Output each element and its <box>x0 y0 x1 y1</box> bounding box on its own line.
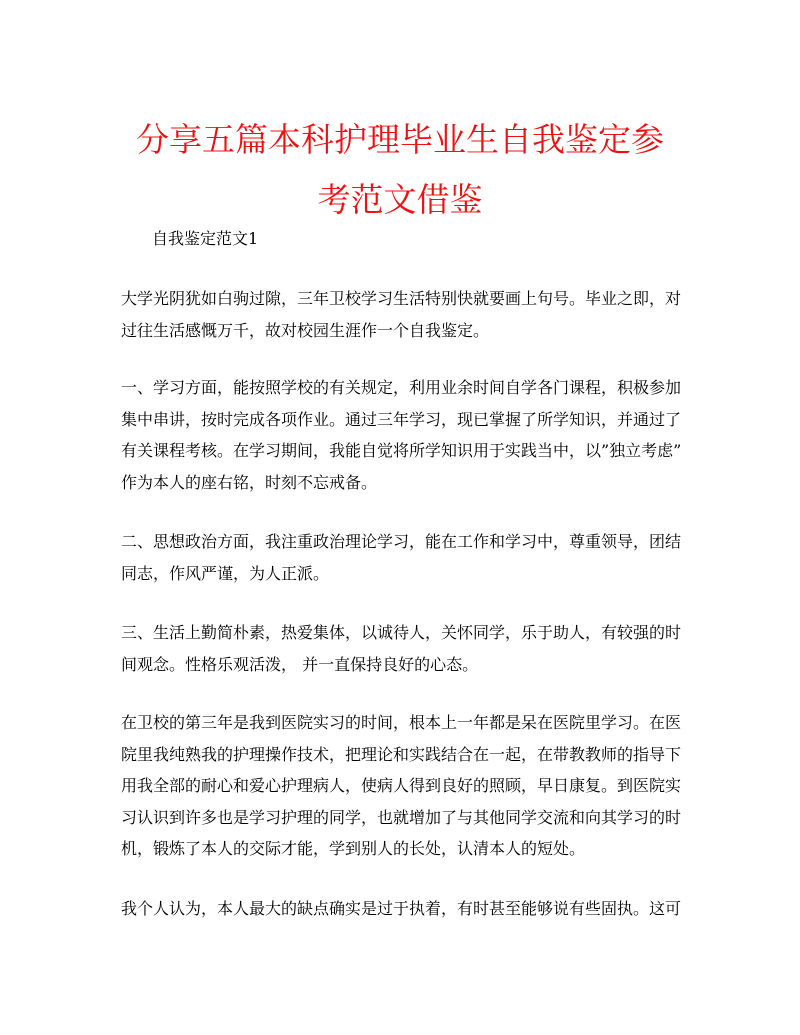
paragraph-line: 二、思想政治方面，我注重政治理论学习，能在工作和学习中，尊重领导，团结 <box>121 532 682 551</box>
paragraph-line: 机，锻炼了本人的交际才能，学到别人的长处，认清本人的短处。 <box>121 839 586 858</box>
paragraph-line: 大学光阴犹如白驹过隙，三年卫校学习生活特别快就要画上句号。毕业之即，对 <box>121 289 682 308</box>
paragraph-line: 过往生活感慨万千，故对校园生涯作一个自我鉴定。 <box>121 320 490 340</box>
paragraph-line: 间观念。性格乐观活泼， 并一直保持良好的心态。 <box>121 654 479 674</box>
paragraph-line: 同志，作风严谨，为人正派。 <box>121 563 330 583</box>
paragraph-intro <box>121 283 681 346</box>
paragraph-line: 我个人认为，本人最大的缺点确实是过于执着，有时甚至能够说有些固执。这可 <box>121 899 682 918</box>
paragraph-line: 院里我纯熟我的护理操作技术，把理论和实践结合在一起，在带教教师的指导下 <box>121 744 682 764</box>
paragraph-shortcoming <box>121 893 681 925</box>
paragraph-study <box>121 372 681 498</box>
paragraph-line: 有关课程考核。在学习期间，我能自觉将所学知识用于实践当中，以”独立考虑” <box>121 441 682 460</box>
document-title: 分享五篇本科护理毕业生自我鉴定参考范文借鉴 <box>136 120 664 219</box>
paragraph-politics <box>121 526 681 589</box>
paragraph-line: 三、生活上勤简朴素，热爱集体，以诚待人，关怀同学，乐于助人，有较强的时 <box>121 623 682 642</box>
section-subheading: 自我鉴定范文1 <box>152 229 259 248</box>
paragraph-life <box>121 617 681 680</box>
paragraph-internship <box>121 707 681 865</box>
paragraph-line: 作为本人的座右铭，时刻不忘戒备。 <box>121 472 378 492</box>
paragraph-line: 在卫校的第三年是我到医院实习的时间，根本上一年都是呆在医院里学习。在医 <box>121 713 682 732</box>
paragraph-line: 集中串讲，按时完成各项作业。通过三年学习，现已掌握了所学知识，并通过了 <box>121 409 682 429</box>
paragraph-line: 一、学习方面，能按照学校的有关规定，利用业余时间自学各门课程，积极参加 <box>121 378 682 397</box>
paragraph-line: 用我全部的耐心和爱心护理病人，使病人得到良好的照顾，早日康复。到医院实 <box>121 776 682 795</box>
paragraph-line: 习认识到许多也是学习护理的同学，也就增加了与其他同学交流和向其学习的时 <box>121 807 682 827</box>
